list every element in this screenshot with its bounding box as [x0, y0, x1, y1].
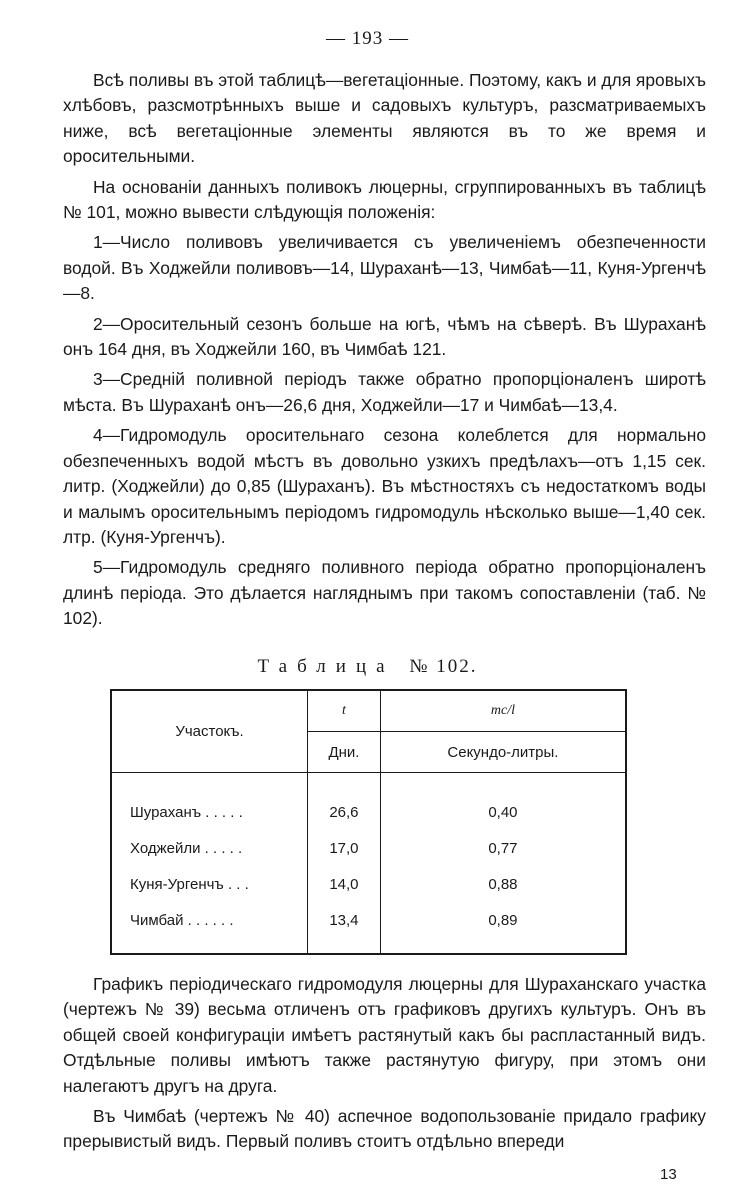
cell-days: 14,0 [308, 866, 381, 902]
cell-site: Шураханъ . . . . . [111, 773, 308, 831]
cell-days: 26,6 [308, 773, 381, 831]
table-row [111, 902, 626, 954]
paragraph: 4—Гидромодуль оросительнаго сезона колеблется для нормально обезпеченныхъ водой мѣстъ въ довольно узкихъ предѣлахъ—отъ 1,15 сек. литр. (Ходжейли) до 0,85 (Шураханъ). Въ мѣстностяхъ съ недостаткомъ воды и малымъ оросительнымъ періодомъ гидромодуль нѣсколько выше—1,40 сек. лтр. (Куня-Ургенчъ). [63, 425, 706, 547]
paragraph: На основаніи данныхъ поливокъ люцерны, сгруппированныхъ въ таблицѣ № 101, можно вывести слѣдующія положенія: [63, 176, 706, 223]
cell-site: Чимбай . . . . . . [111, 902, 308, 954]
table-row [111, 773, 626, 831]
paragraph: 3—Средній поливной періодъ также обратно пропорціоналенъ широтѣ мѣста. Въ Шураханѣ онъ—26,6 дня, Ходжейли—17 и Чимбаѣ—13,4. [63, 369, 706, 415]
table-title [0, 656, 735, 678]
cell-lps: 0,77 [380, 830, 626, 866]
body-text-top [63, 68, 706, 637]
cell-days: 17,0 [308, 830, 381, 866]
paragraph: 2—Оросительный сезонъ больше на югѣ, чѣмъ на сѣверѣ. Въ Шураханѣ онъ 164 дня, въ Ходжейли 160, въ Чимбаѣ 121. [63, 313, 706, 360]
paragraph: Графикъ періодическаго гидромодуля люцерны для Шураханскаго участка (чертежъ № 39) весьма отличенъ отъ графиковъ другихъ культуръ. Онъ въ общей своей конфигураціи имѣетъ растянутый какъ бы распластанный видъ. Отдѣльные поливы имѣютъ также растянутую фигуру, при этомъ они налегаютъ другъ на друга. [63, 974, 706, 1096]
header-site: Участокъ. [111, 690, 308, 773]
paragraph: 5—Гидромодуль средняго поливного періода обратно пропорціоналенъ длинѣ періода. Это дѣлается нагляднымъ при такомъ сопоставленіи (таб. № 102). [63, 557, 706, 629]
cell-days: 13,4 [308, 902, 381, 954]
header-m: mc/l [380, 690, 626, 732]
table-title-word: Таблица [257, 656, 395, 677]
data-table [110, 689, 627, 955]
header-unit-sec: Секундо-литры. [380, 732, 626, 773]
paragraph: 1—Число поливовъ увеличивается съ увеличеніемъ обезпеченности водой. Въ Ходжейли поливовъ—14, Шураханѣ—13, Чимбаѣ—11, Куня-Ургенчѣ—8. [63, 232, 706, 304]
paragraph: Въ Чимбаѣ (чертежъ № 40) аспечное водопользованіе придало графику прерывистый видъ. Первый поливъ стоитъ отдѣльно впереди [63, 1106, 706, 1152]
cell-lps: 0,40 [380, 773, 626, 831]
table-title-number: № 102. [409, 656, 478, 677]
cell-site: Куня-Ургенчъ . . . [111, 866, 308, 902]
cell-lps: 0,89 [380, 902, 626, 954]
signature-mark: 13 [660, 1166, 677, 1183]
header-t: t [308, 690, 381, 732]
table-row [111, 866, 626, 902]
header-unit-days: Дни. [308, 732, 381, 773]
table-row [111, 830, 626, 866]
cell-site: Ходжейли . . . . . [111, 830, 308, 866]
page-number: — 193 — [326, 28, 409, 49]
paragraph: Всѣ поливы въ этой таблицѣ—вегетаціонные. Поэтому, какъ и для яровыхъ хлѣбовъ, разсмотрѣнныхъ выше и садовыхъ культуръ, разсматриваемыхъ ниже, всѣ вегетаціонные элементы являются въ то же время и оросительными. [63, 70, 706, 167]
body-text-bottom [63, 972, 706, 1160]
cell-lps: 0,88 [380, 866, 626, 902]
